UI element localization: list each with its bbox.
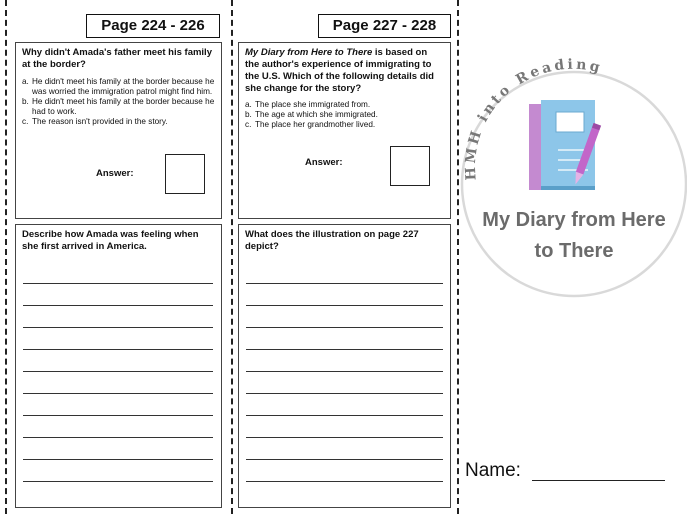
book-title-italic: My Diary from Here to There [245,47,373,58]
writing-line[interactable] [246,371,443,372]
writing-line[interactable] [246,349,443,350]
writing-line[interactable] [246,481,443,482]
writing-line[interactable] [23,415,213,416]
writing-line[interactable] [23,327,213,328]
writing-line[interactable] [246,305,443,306]
writing-line[interactable] [23,437,213,438]
writing-line[interactable] [23,349,213,350]
writing-line[interactable] [246,327,443,328]
written-question-left: Describe how Amada was feeling when she first arrived in America. [22,229,199,252]
mc-question-middle-text: is based on the author's experience of immigrating to the U.S. Which of the following details did she change for the story? [245,47,434,94]
answer-label-left: Answer: [96,168,134,179]
name-input-line[interactable] [532,480,665,481]
writing-line[interactable] [246,459,443,460]
option-c-left: c. The reason isn't provided in the story. [22,117,168,126]
cover-circle [462,72,686,296]
cover-title-line-1: My Diary from Here [482,209,666,231]
written-question-card-left [15,224,222,508]
writing-line[interactable] [23,481,213,482]
written-question-middle: What does the illustration on page 227 depict? [245,229,419,252]
writing-line[interactable] [23,393,213,394]
mc-question-card-left [15,42,222,219]
writing-line[interactable] [23,283,213,284]
writing-line[interactable] [246,393,443,394]
mc-options-left [22,77,215,127]
option-a-left: a. He didn't meet his family at the border because he was worried the immigration patrol might find him. [22,77,215,96]
option-b-middle: b. The age at which she immigrated. [245,110,378,119]
option-a-middle: a. The place she immigrated from. [245,100,371,109]
answer-label-middle: Answer: [305,157,343,168]
mc-question-card-middle [238,42,451,219]
page-label-left: Page 224 - 226 [86,14,220,38]
answer-box-middle[interactable] [390,146,430,186]
page-label-middle: Page 227 - 228 [318,14,451,38]
arc-series-text: HMH into Reading [462,56,605,181]
writing-line[interactable] [246,283,443,284]
name-label: Name: [465,460,521,481]
fold-line-1 [5,0,7,514]
writing-line[interactable] [246,415,443,416]
fold-line-2 [231,0,233,514]
mc-question-left: Why didn't Amada's father meet his family at the border? [22,47,212,70]
answer-box-left[interactable] [165,154,205,194]
option-b-left: b. He didn't meet his family at the border because he had to work. [22,97,215,116]
writing-line[interactable] [23,459,213,460]
cover-title-line-2: to There [534,240,614,262]
fold-line-3 [457,0,459,514]
option-c-middle: c. The place her grandmother lived. [245,120,376,129]
mc-question-middle [245,47,444,95]
writing-line[interactable] [23,371,213,372]
book-pencil-icon [529,100,601,190]
writing-line[interactable] [23,305,213,306]
written-question-card-middle [238,224,451,508]
writing-line[interactable] [246,437,443,438]
mc-options-middle [245,100,444,130]
